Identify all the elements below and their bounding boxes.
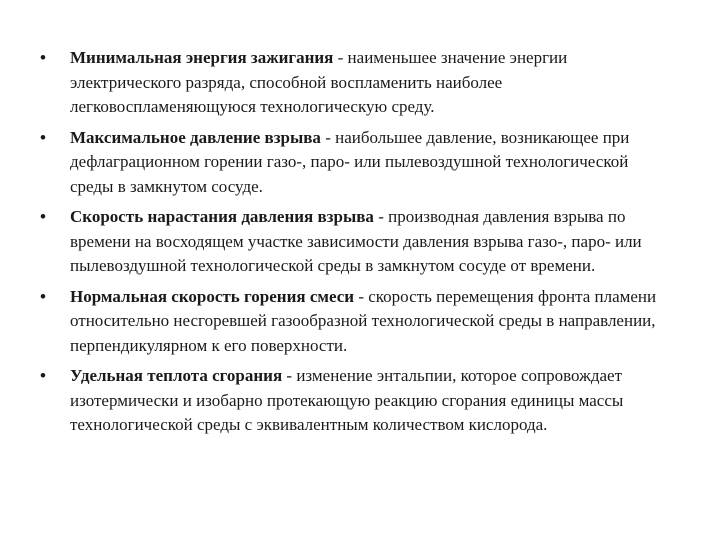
list-item-pressure-rise-rate [40, 205, 670, 279]
term-normal-burning-velocity: Нормальная скорость горения смеси [70, 286, 355, 306]
list-item-normal-burning-velocity [40, 285, 670, 359]
definition-pressure-rise-rate: - производная давления взрыва по времени на восходящем участке зависимости давления взрыва газо-, паро- или пылевоздушной технологической среды в замкнутом сосуде от времени. [70, 207, 642, 275]
bullet-icon: • [40, 48, 46, 67]
term-specific-heat-of-combustion: Удельная теплота сгорания [70, 366, 283, 385]
definition-specific-heat-of-combustion: - изменение энтальпии, которое сопровождает изотермически и изобарно протекающую реакцию сгорания единицы массы технологической среды с эквивалентным количеством кислорода. [70, 366, 624, 434]
definition-min-ignition-energy: - наименьшее значение энергии электрического разряда, способной воспламенить наиболее легковоспламеняющуюся технологическую среду. [70, 48, 568, 116]
term-pressure-rise-rate: Скорость нарастания давления взрыва [70, 207, 374, 226]
term-max-explosion-pressure: Максимальное давление взрыва [70, 127, 321, 147]
bullet-icon: • [40, 207, 46, 226]
list-item-min-ignition-energy [40, 46, 670, 120]
bullet-icon: • [40, 366, 46, 385]
bullet-icon: • [40, 127, 46, 147]
definition-max-explosion-pressure: - наибольшее давление, возникающее при дефлаграционном горении газо-, паро- или пылевоздушной технологической среды в замкнутом сосуде. [70, 127, 630, 196]
definition-normal-burning-velocity: - скорость перемещения фронта пламени относительно несгоревшей газообразной технологической среды в направлении, перпендикулярном к его поверхности. [70, 286, 657, 355]
definition-list [40, 46, 670, 444]
term-min-ignition-energy: Минимальная энергия зажигания [70, 48, 334, 67]
bullet-icon: • [40, 286, 46, 306]
list-item-max-explosion-pressure [40, 126, 670, 200]
list-item-specific-heat-of-combustion [40, 364, 670, 438]
